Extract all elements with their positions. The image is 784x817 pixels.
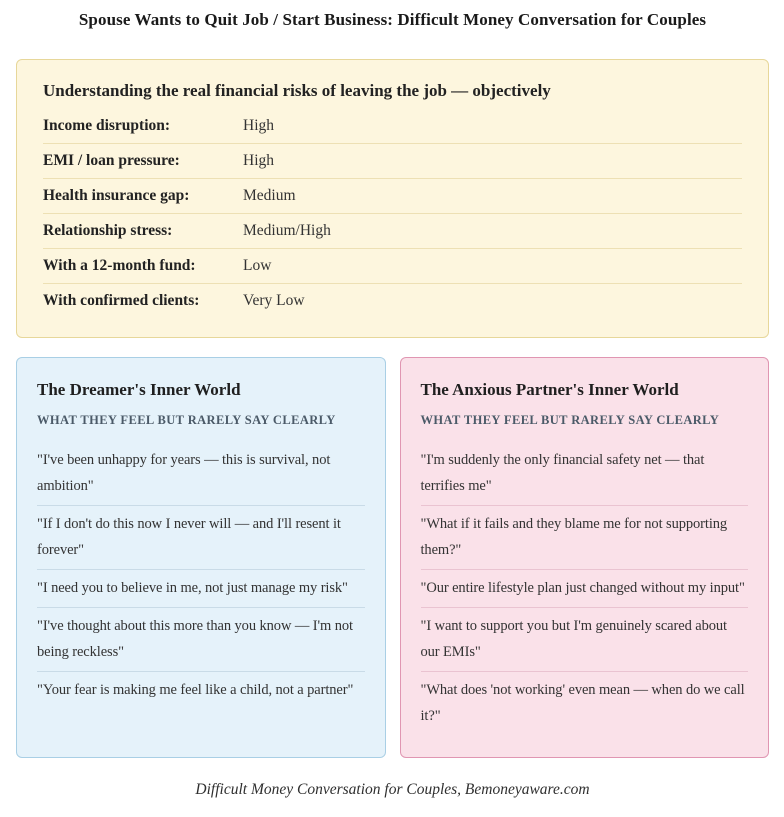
risk-row xyxy=(43,109,742,144)
anxious-partner-panel-heading: The Anxious Partner's Inner World xyxy=(420,380,679,399)
footer-caption: Difficult Money Conversation for Couples, Bemoneyaware.com xyxy=(195,781,590,798)
quote-item: "What if it fails and they blame me for not supporting them?" xyxy=(421,506,749,570)
risk-row xyxy=(43,144,742,179)
risk-label: Income disruption: xyxy=(43,117,171,134)
quote-item: "I need you to believe in me, not just manage my risk" xyxy=(37,570,365,608)
inner-world-columns xyxy=(16,357,769,758)
quote-item: "I've thought about this more than you know — I'm not being reckless" xyxy=(37,608,365,672)
risk-row xyxy=(43,179,742,214)
risk-value: Very Low xyxy=(243,292,305,309)
risk-label: With a 12-month fund: xyxy=(43,257,196,274)
risk-value: Medium xyxy=(243,187,296,204)
dreamer-panel xyxy=(16,357,386,758)
dreamer-quote-list xyxy=(37,442,365,709)
risk-label: Health insurance gap: xyxy=(43,187,190,204)
page-title-wrap xyxy=(16,0,769,30)
quote-item: "I'm suddenly the only financial safety net — that terrifies me" xyxy=(421,442,749,506)
risk-table xyxy=(43,109,742,313)
page-title: Spouse Wants to Quit Job / Start Business: Difficult Money Conversation for Couples xyxy=(78,10,707,29)
risk-label: Relationship stress: xyxy=(43,222,173,239)
anxious-partner-quote-list xyxy=(421,442,749,735)
risk-value: High xyxy=(243,152,274,169)
quote-item: "If I don't do this now I never will — and I'll resent it forever" xyxy=(37,506,365,570)
dreamer-panel-heading: The Dreamer's Inner World xyxy=(37,380,241,399)
quote-item: "What does 'not working' even mean — when do we call it?" xyxy=(420,682,745,724)
anxious-partner-panel-subheading: WHAT THEY FEEL BUT RARELY SAY CLEARLY xyxy=(420,413,720,427)
risk-panel xyxy=(16,59,769,338)
risk-label: EMI / loan pressure: xyxy=(43,152,180,169)
risk-row xyxy=(43,284,742,313)
quote-item: "Your fear is making me feel like a child, not a partner" xyxy=(37,682,354,698)
anxious-partner-panel xyxy=(400,357,770,758)
risk-value: Medium/High xyxy=(243,222,331,239)
quote-item: "I want to support you but I'm genuinely scared about our EMIs" xyxy=(421,608,749,672)
risk-panel-heading: Understanding the real financial risks of leaving the job — objectively xyxy=(43,81,551,100)
quote-item: "I've been unhappy for years — this is survival, not ambition" xyxy=(37,442,365,506)
risk-value: Low xyxy=(243,257,272,274)
quote-item: "Our entire lifestyle plan just changed without my input" xyxy=(421,570,749,608)
risk-label: With confirmed clients: xyxy=(43,292,200,309)
risk-row xyxy=(43,214,742,249)
risk-row xyxy=(43,249,742,284)
dreamer-panel-subheading: WHAT THEY FEEL BUT RARELY SAY CLEARLY xyxy=(37,413,336,427)
risk-value: High xyxy=(243,117,274,134)
